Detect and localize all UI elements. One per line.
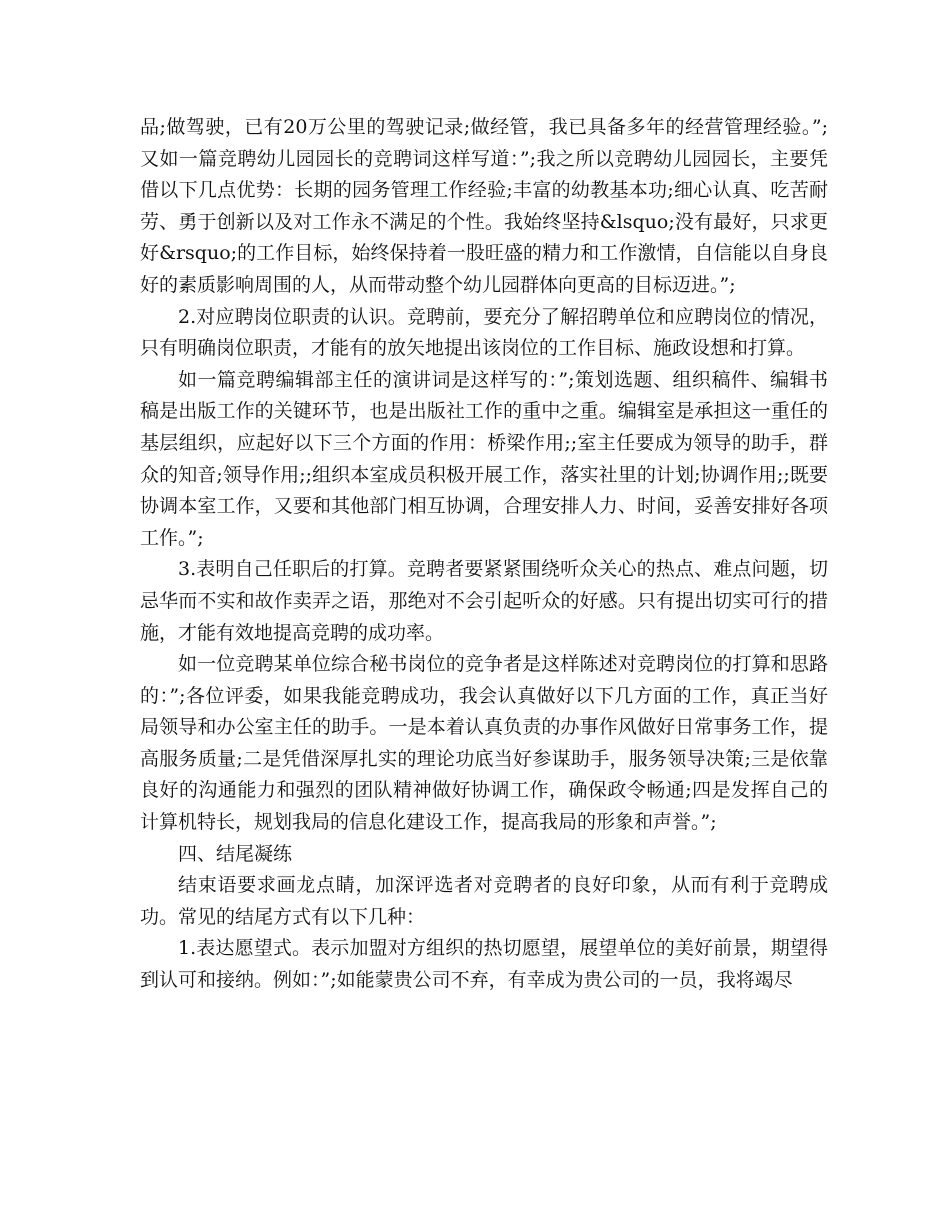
paragraph-3: 如一篇竞聘编辑部主任的演讲词是这样写的：”;策划选题、组织稿件、编辑书稿是出版工作的关键环节，也是出版社工作的重中之重。编辑室是承担这一重任的基层组织，应起好以下三个方面的作用：桥梁作用;;室主任要成为领导的助手，群众的知音;领导作用;;组织本室成员积极开展工作，落实社里的计划;协调作用;;既要协调本室工作，又要和其他部门相互协调，合理安排人力、时间，妥善安排好各项工作。”; — [140, 368, 828, 549]
paragraph-7: 结束语要求画龙点睛，加深评选者对竞聘者的良好印象，从而有利于竞聘成功。常见的结尾方式有以下几种： — [140, 874, 828, 928]
document-body — [140, 112, 828, 997]
paragraph-1: 品;做驾驶，已有20万公里的驾驶记录;做经管，我已具备多年的经营管理经验。”;又如一篇竞聘幼儿园园长的竞聘词这样写道：”;我之所以竞聘幼儿园园长，主要凭借以下几点优势：长期的园务管理工作经验;丰富的幼教基本功;细心认真、吃苦耐劳、勇于创新以及对工作永不满足的个性。我始终坚持&lsquo;没有最好，只求更好&rsquo;的工作目标，始终保持着一股旺盛的精力和工作激情，自信能以自身良好的素质影响周围的人，从而带动整个幼儿园群体向更高的目标迈进。”; — [140, 116, 828, 296]
paragraph-5: 如一位竞聘某单位综合秘书岗位的竞争者是这样陈述对竞聘岗位的打算和思路的：”;各位评委，如果我能竞聘成功，我会认真做好以下几方面的工作，真正当好局领导和办公室主任的助手。一是本着认真负责的办事作风做好日常事务工作，提高服务质量;二是凭借深厚扎实的理论功底当好参谋助手，服务领导决策;三是依靠良好的沟通能力和强烈的团队精神做好协调工作，确保政令畅通;四是发挥自己的计算机特长，规划我局的信息化建设工作，提高我局的形象和声誉。”; — [140, 653, 828, 834]
paragraph-2: 2.对应聘岗位职责的认识。竞聘前，要充分了解招聘单位和应聘岗位的情况，只有明确岗位职责，才能有的放矢地提出该岗位的工作目标、施政设想和打算。 — [140, 305, 828, 360]
section-heading: 四、结尾凝练 — [178, 842, 293, 865]
paragraph-8: 1.表达愿望式。表示加盟对方组织的热切愿望，展望单位的美好前景，期望得到认可和接纳。例如：”;如能蒙贵公司不弃，有幸成为贵公司的一员，我将竭尽 — [140, 937, 828, 992]
paragraph-4: 3.表明自己任职后的打算。竞聘者要紧紧围绕听众关心的热点、难点问题，切忌华而不实和故作卖弄之语，那绝对不会引起听众的好感。只有提出切实可行的措施，才能有效地提高竞聘的成功率。 — [140, 558, 828, 644]
